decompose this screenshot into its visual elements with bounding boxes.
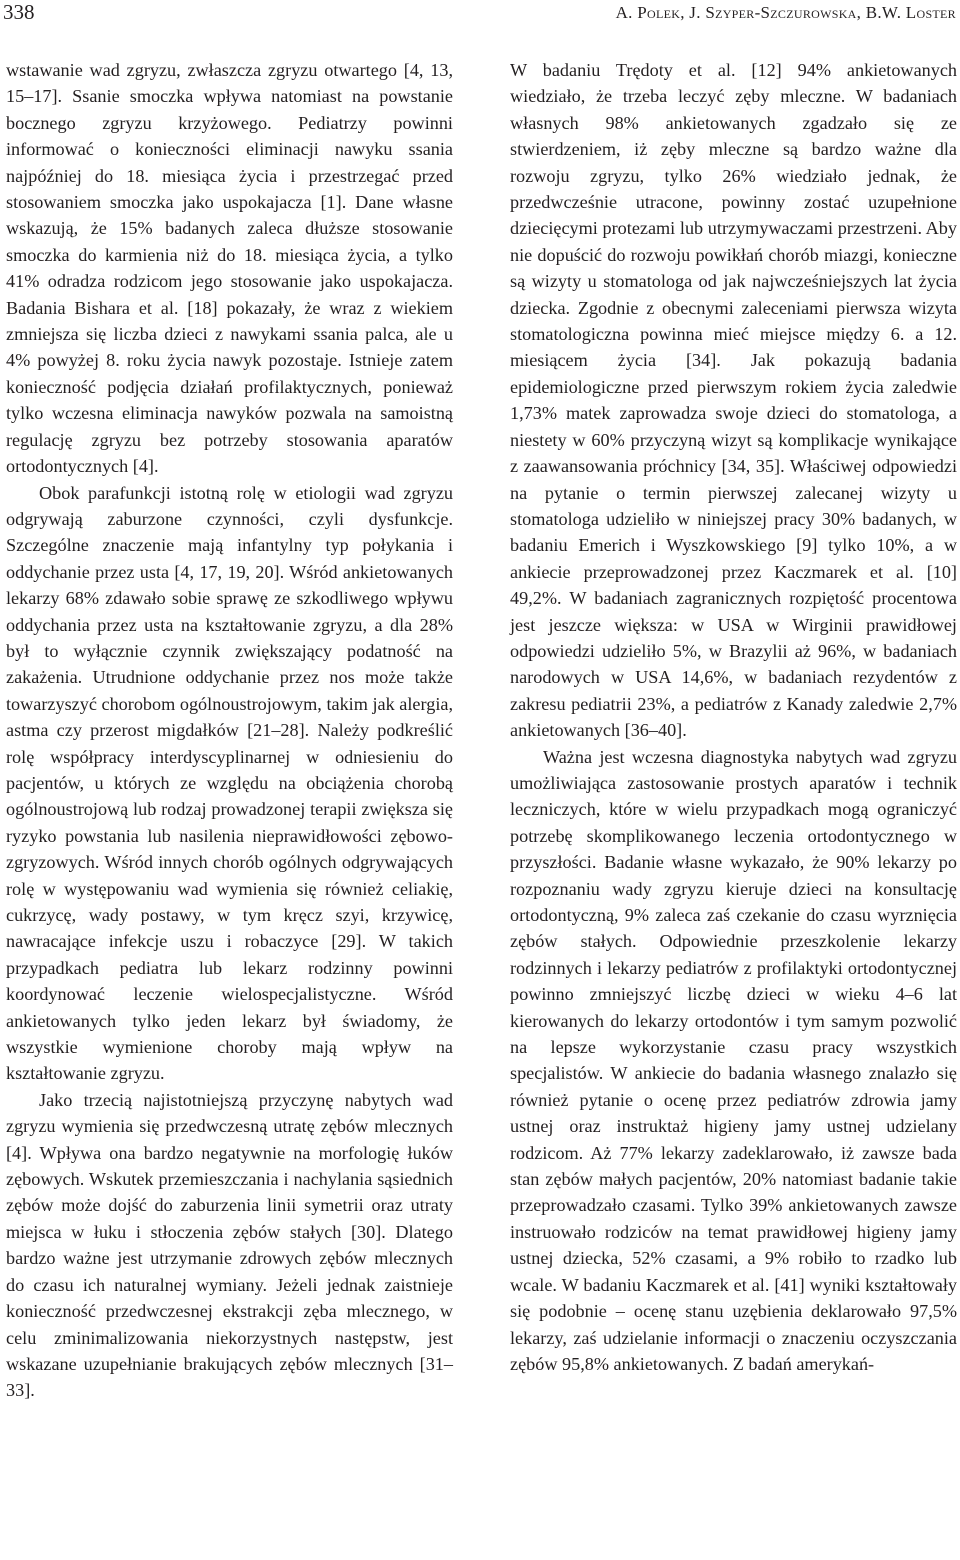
paragraph: wstawanie wad zgryzu, zwłaszcza zgryzu otwartego [4, 13, 15–17]. Ssanie smoczka wpływa natomiast na powstanie bocznego zgryzu krzyżowego. Pediatrzy powinni informować o konieczności eliminacji nawyku ssania najpóźniej do 18. miesiąca życia i przestrzegać przed stosowaniem smoczka jako uspokajacza [1]. Dane własne wskazują, że 15% badanych zaleca dłuższe stosowanie smoczka do karmienia niż do 18. miesiąca życia, a tylko 41% odradza rodzicom jego stosowanie jako uspokajacza. Badania Bishara et al. [18] pokazały, że wraz z wiekiem zmniejsza się liczba dzieci z nawykami ssania palca, ale u 4% powyżej 8. roku życia nawyk pozostaje. Istnieje zatem konieczność podjęcia działań profilaktycznych, ponieważ tylko wczesna eliminacja nawyków pozwala na samoistną regulację zgryzu bez potrzeby stosowania aparatów ortodontycznych [4].: [6, 60, 453, 477]
paragraph: Ważna jest wczesna diagnostyka nabytych wad zgryzu umożliwiająca zastosowanie prostych aparatów i technik leczniczych, które w wielu przypadkach mogą ograniczyć potrzebę skomplikowanego leczenia ortodontycznego w przyszłości. Badanie własne wykazało, że 90% lekarzy po rozpoznaniu wady zgryzu kieruje dzieci na konsultację ortodontyczną, 9% zaleca zaś czekanie do czasu wyrznięcia zębów stałych. Odpowiednie przeszkolenie lekarzy rodzinnych i lekarzy pediatrów z profilaktyki ortodontycznej powinno zmniejszyć liczbę dzieci w wieku 4–6 lat kierowanych do lekarzy ortodontów i tym samym pozwolić na lepsze wykorzystanie czasu pracy wszystkich specjalistów. W ankiecie do badania własnego znalazło się również pytanie o ocenę przez pediatrów zdrowia jamy ustnej oraz instruktaż higieny jamy ustnej udzielany rodzicom. Aż 77% lekarzy zadeklarowało, iż zawsze bada stan zębów małych pacjentów, 20% natomiast badanie takie przeprowadzało czasami. Tylko 39% ankietowanych zawsze instruowało rodziców na temat prawidłowej higieny jamy ustnej dziecka, 52% czasami, a 9% robiło to rzadko lub wcale. W badaniu Kaczmarek et al. [41] wyniki kształtowały się podobnie – ocenę stanu uzębienia deklarowało 97,5% lekarzy, zaś udzielanie informacji o znaczeniu oczyszczania zębów 95,8% ankietowanych. Z badań amerykań-: [510, 746, 957, 1374]
left-column: [6, 57, 453, 1404]
paragraph: W badaniu Trędoty et al. [12] 94% ankietowanych wiedziało, że trzeba leczyć zęby mleczne. W badaniach własnych 98% ankietowanych zgadzało się ze stwierdzeniem, iż zęby mleczne są bardzo ważne dla rozwoju zgryzu, tylko 26% wiedziało jednak, że przedwcześnie utracone, powinny zostać uzupełnione dziecięcymi protezami lub utrzymywaczami przestrzeni. Aby nie dopuścić do rozwoju powikłań chorób miazgi, konieczne są wizyty u stomatologa od jak najwcześniejszych lat życia dziecka. Zgodnie z obecnymi zaleceniami pierwsza wizyta stomatologiczna powinna mieć miejsce między 6. a 12. miesiącem życia [34]. Jak pokazują badania epidemiologiczne przed pierwszym rokiem życia zaledwie 1,73% matek zaprowadza swoje dzieci do stomatologa, a niestety w 60% przyczyną wizyt są komplikacje wynikające z zaawansowania próchnicy [34, 35]. Właściwej odpowiedzi na pytanie o termin pierwszej zalecanej wizyty u stomatologa udzieliło w niniejszej pracy 30% badanych, w badaniu Emerich i Wyszkowskiego [9] tylko 10%, a w ankiecie przeprowadzonej przez Kaczmarek et al. [10] 49,2%. W badaniach zagranicznych rozpiętość procentowa jest jeszcze większa: w USA w Wirginii prawidłowej odpowiedzi udzieliło 5%, w Brazylii aż 96%, w badaniach narodowych w USA 14,6%, w badaniach rezydentów z zakresu pediatrii 23%, a pediatrów z Kanady zaledwie 2,7% ankietowanych [36–40].: [510, 60, 957, 741]
paragraph: Obok parafunkcji istotną rolę w etiologii wad zgryzu odgrywają zaburzone czynności, czyli dysfunkcje. Szczególne znaczenie mają infantylny typ połykania i oddychanie przez usta [4, 17, 19, 20]. Wśród ankietowanych lekarzy 68% zdawało sobie sprawę ze szkodliwego wpływu oddychania przez usta na kształtowanie zgryzu, a dla 28% był to wyłącznie czynnik zwiększający podatność na zakażenia. Utrudnione oddychanie przez nos może także towarzyszyć chorobom ogólnoustrojowym, takim jak alergia, astma czy przerost migdałków [21–28]. Należy podkreślić rolę współpracy interdyscyplinarnej w odniesieniu do pacjentów, u których ze względu na obciążenia chorobą ogólnoustrojową lub rodzaj prowadzonej terapii zwiększa się ryzyko powstania lub nasilenia nieprawidłowości zębowo-zgryzowych. Wśród innych chorób ogólnych odgrywających rolę w występowaniu wad wymienia się również celiakię, cukrzycę, wady postawy, w tym kręcz szyi, krzywicę, nawracające infekcje uszu i robaczyce [29]. W takich przypadkach pediatra lub lekarz rodzinny powinni koordynować leczenie wielospecjalistyczne. Wśród ankietowanych tylko jeden lekarz był świadomy, że wszystkie wymienione choroby mają wpływ na kształtowanie zgryzu.: [6, 482, 453, 1084]
running-head-authors: A. Polek, J. Szyper-Szczurowska, B.W. Loster: [615, 3, 956, 22]
right-column: [510, 57, 957, 1377]
page-number: 338: [3, 0, 35, 24]
page-header: [0, 0, 960, 30]
paragraph: Jako trzecią najistotniejszą przyczynę nabytych wad zgryzu wymienia się przedwczesną utratę zębów mlecznych [4]. Wpływa ona bardzo negatywnie na morfologię łuków zębowych. Wskutek przemieszczania i nachylania sąsiednich zębów może dojść do zaburzenia linii symetrii oraz utraty miejsca w łuku i stłoczenia zębów stałych [30]. Dlatego bardzo ważne jest utrzymanie zdrowych zębów mlecznych do czasu ich naturalnej wymiany. Jeżeli jednak zaistnieje konieczność przedwczesnej ekstrakcji zęba mlecznego, w celu zminimalizowania niekorzystnych następstw, jest wskazane uzupełnianie brakujących zębów mlecznych [31–33].: [6, 1089, 453, 1401]
